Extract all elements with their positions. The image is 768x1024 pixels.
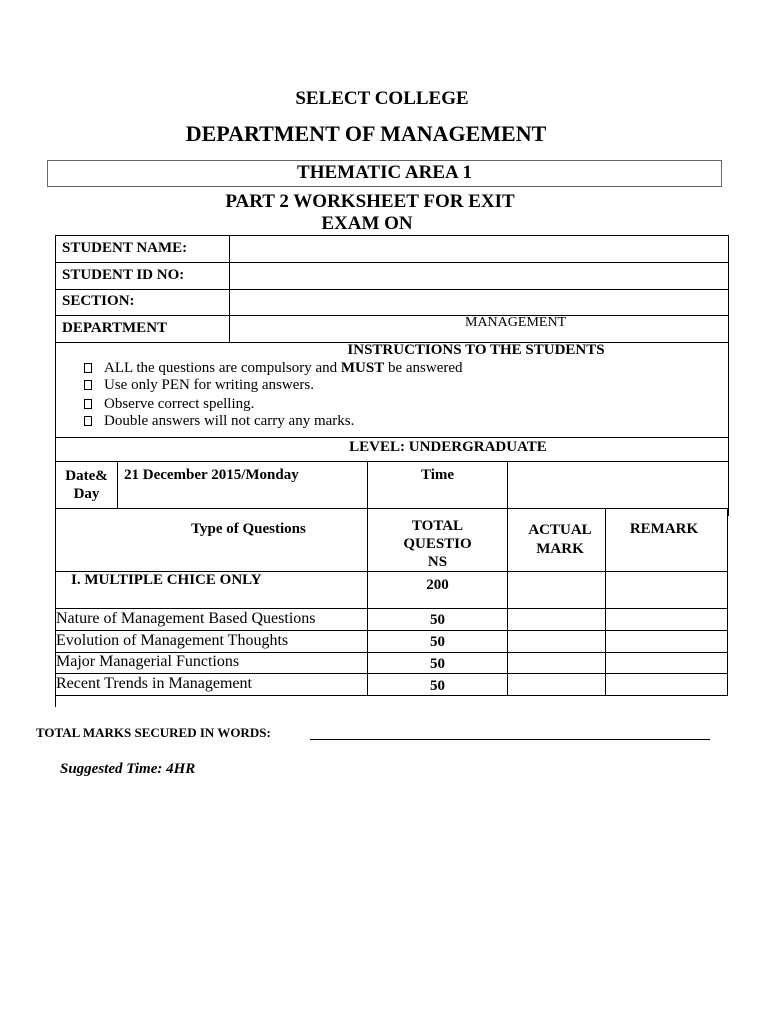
department-title: DEPARTMENT OF MANAGEMENT bbox=[185, 121, 547, 146]
instruction-text: be answered bbox=[384, 360, 463, 376]
instruction-emphasis: MUST bbox=[340, 360, 385, 376]
table-row-label: Evolution of Management Thoughts bbox=[56, 632, 289, 649]
total-marks-label: TOTAL MARKS SECURED IN WORDS: bbox=[36, 725, 275, 740]
suggested-time: Suggested Time: 4HR bbox=[60, 761, 196, 777]
total-questions-header bbox=[368, 517, 507, 571]
instruction-text: Double answers will not carry any marks. bbox=[104, 413, 355, 429]
instruction-item bbox=[84, 396, 254, 413]
student-id-label: STUDENT ID NO: bbox=[62, 267, 185, 283]
day-label: Day bbox=[73, 486, 100, 502]
date-day-label bbox=[56, 467, 117, 503]
student-name-field[interactable] bbox=[231, 237, 727, 261]
thematic-area-title: THEMATIC AREA 1 bbox=[297, 162, 472, 183]
student-name-label: STUDENT NAME: bbox=[62, 240, 188, 256]
actual-mark-header bbox=[508, 521, 612, 559]
bullet-icon bbox=[84, 363, 92, 373]
total-header-line: NS bbox=[427, 554, 448, 570]
instruction-item bbox=[84, 377, 314, 394]
date-label: Date& bbox=[65, 468, 108, 484]
actual-header-line: ACTUAL bbox=[528, 522, 592, 538]
table-row-total: 50 bbox=[430, 678, 445, 694]
bullet-icon bbox=[84, 416, 92, 426]
instruction-text: Use only PEN for writing answers. bbox=[104, 377, 314, 393]
table-row-label: Nature of Management Based Questions bbox=[56, 610, 316, 627]
section-multiple-choice: I. MULTIPLE CHICE ONLY bbox=[71, 572, 262, 588]
student-id-field[interactable] bbox=[231, 264, 727, 288]
table-row-total: 50 bbox=[430, 634, 445, 650]
instructions-title: INSTRUCTIONS TO THE STUDENTS bbox=[347, 342, 605, 358]
remark-header: REMARK bbox=[629, 521, 699, 537]
exam-date: 21 December 2015/Monday bbox=[124, 467, 299, 483]
total-header-line: QUESTIO bbox=[403, 536, 472, 552]
instruction-text: Observe correct spelling. bbox=[104, 396, 255, 412]
instruction-text: ALL the questions are compulsory and bbox=[104, 360, 341, 376]
section-field[interactable] bbox=[231, 291, 727, 314]
table-row-total: 50 bbox=[430, 656, 445, 672]
table-row-total: 50 bbox=[430, 612, 445, 628]
section-total: 200 bbox=[426, 577, 449, 593]
bullet-icon bbox=[84, 399, 92, 409]
worksheet-title-line1: PART 2 WORKSHEET FOR EXIT bbox=[225, 191, 515, 212]
level-label: LEVEL: UNDERGRADUATE bbox=[349, 439, 547, 455]
department-value: MANAGEMENT bbox=[465, 315, 567, 330]
section-label: SECTION: bbox=[62, 293, 135, 309]
section-actual-mark[interactable] bbox=[509, 573, 604, 607]
instruction-item bbox=[84, 413, 354, 430]
time-field[interactable] bbox=[509, 463, 727, 507]
table-row-label: Recent Trends in Management bbox=[56, 675, 252, 692]
section-remark[interactable] bbox=[607, 573, 726, 607]
table-row-label: Major Managerial Functions bbox=[56, 653, 240, 670]
time-label: Time bbox=[420, 467, 455, 483]
type-of-questions-header: Type of Questions bbox=[191, 521, 306, 537]
total-marks-words-field[interactable] bbox=[310, 739, 710, 740]
total-header-line: TOTAL bbox=[411, 518, 464, 534]
instruction-item bbox=[84, 360, 463, 377]
actual-header-line: MARK bbox=[536, 541, 584, 557]
worksheet-title-line2: EXAM ON bbox=[321, 213, 413, 234]
bullet-icon bbox=[84, 380, 92, 390]
department-label: DEPARTMENT bbox=[62, 320, 168, 336]
college-name: SELECT COLLEGE bbox=[295, 88, 469, 109]
